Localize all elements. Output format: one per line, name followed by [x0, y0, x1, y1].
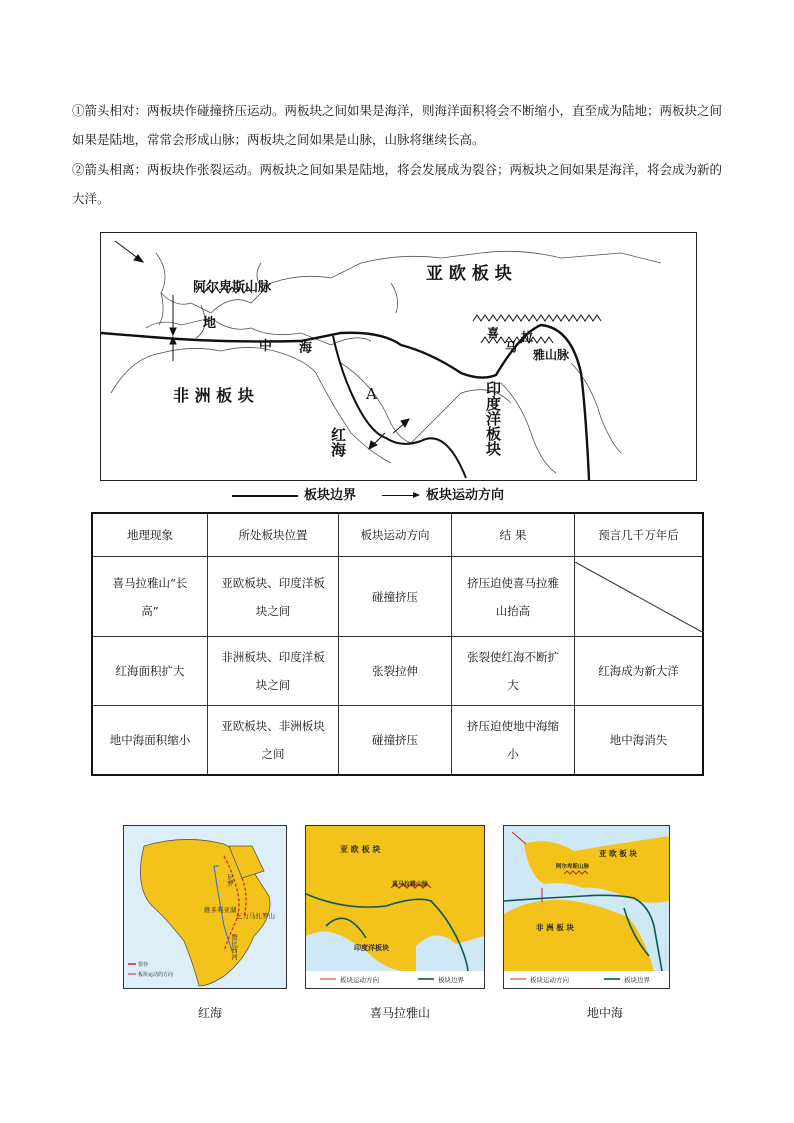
table-cell: 张裂拉伸 [339, 637, 452, 706]
legend-boundary-label: 板块边界 [304, 488, 357, 503]
label-himalaya-1: 喜 [487, 326, 500, 340]
table-cell-empty [575, 557, 704, 637]
label-mediterranean-3: 海 [299, 341, 313, 356]
figure-mediterranean [503, 825, 670, 989]
legend-boundary-2: 板块边界 [438, 976, 464, 984]
label-himalaya-4: 雅山脉 [533, 348, 570, 362]
table-row [92, 637, 703, 706]
header-cell: 结 果 [452, 513, 575, 557]
label-eurasia-3: 亚 欧 板 块 [599, 849, 637, 858]
label-indian-2: 印度洋板块 [354, 944, 389, 952]
figure-red-sea-map [124, 826, 286, 988]
table-cell: 碰撞挤压 [339, 706, 452, 775]
plate-map-drawing [101, 233, 696, 480]
label-himalaya-2: 喜马拉雅山脉 [392, 881, 429, 888]
plate-map [100, 232, 697, 481]
caption-himalaya: 喜马拉雅山 [369, 1006, 430, 1020]
label-eurasia: 亚 欧 板 块 [426, 264, 512, 284]
header-cell: 板块运动方向 [339, 513, 452, 557]
table-cell: 亚欧板块、非洲板块之间 [208, 706, 339, 775]
legend-direction-2: 板块运动方向 [340, 976, 379, 984]
table-cell: 亚欧板块、印度洋板块之间 [208, 557, 339, 637]
table-cell: 喜马拉雅山“长高” [92, 557, 208, 637]
label-mediterranean-2: 中 [259, 339, 273, 354]
legend-boundary-3: 板块边界 [624, 976, 650, 984]
table-cell: 挤压迫使喜马拉雅山抬高 [452, 557, 575, 637]
label-point-a: A [366, 385, 377, 403]
label-himalaya-3: 拉 [521, 330, 534, 344]
caption-red-sea: 红海 [197, 1006, 222, 1020]
figure-mediterranean-map [504, 826, 669, 988]
red-sea-boundary [333, 336, 466, 478]
figure-himalaya [305, 825, 485, 989]
direction-arrow-icon [382, 495, 418, 496]
label-red-sea: 红海 [329, 427, 347, 457]
comparison-table [91, 512, 704, 776]
table-header-row [92, 513, 703, 557]
label-kilimanjaro: 乞力马扎罗山 [236, 912, 275, 920]
figure-red-sea [123, 825, 287, 989]
table-cell: 张裂使红海不断扩大 [452, 637, 575, 706]
paragraph-diverging: ②箭头相离：两板块作张裂运动。两板块之间如果是陆地，将会发展成为裂谷；两板块之间如果是海洋，将会成为新的大洋。 [72, 162, 723, 206]
legend-direction-label: 板块运动方向 [426, 488, 505, 503]
legend-direction-3: 板块运动方向 [530, 976, 569, 984]
legend-rift: 裂谷 [138, 962, 149, 968]
mountain-symbols [196, 287, 601, 343]
table-cell: 红海成为新大洋 [575, 637, 704, 706]
paragraph-converging: ①箭头相对：两板块作碰撞挤压运动。两板块之间如果是海洋，则海洋面积将会不断缩小，直至成为陆地；两板块之间如果是陆地，常常会形成山脉；两板块之间如果是山脉，山脉将继续长高。 [72, 103, 723, 147]
diagonal-line [575, 562, 702, 632]
table-cell: 挤压迫使地中海缩小 [452, 706, 575, 775]
header-cell: 所处板块位置 [208, 513, 339, 557]
label-himalaya-2: 马 [505, 340, 518, 354]
table-cell: 非洲板块、印度洋板块之间 [208, 637, 339, 706]
header-cell: 预言几千万年后 [575, 513, 704, 557]
table-cell: 红海面积扩大 [92, 637, 208, 706]
label-zambezi: 赞比西河 [230, 934, 238, 960]
caption-mediterranean: 地中海 [586, 1006, 623, 1020]
map-legend [232, 484, 504, 503]
label-alps: 阿尔卑斯山脉 [193, 280, 272, 295]
table-row [92, 706, 703, 775]
legend-direction: 板块运动的方向 [138, 972, 174, 978]
label-africa: 非 洲 板 块 [173, 386, 254, 405]
label-victoria: 维多利亚湖 [204, 906, 237, 914]
table-cell: 地中海消失 [575, 706, 704, 775]
label-indian-plate: 印度洋板块 [484, 381, 502, 456]
label-alps-3: 阿尔卑斯山脉 [556, 864, 590, 870]
boundary-line-symbol [232, 495, 298, 497]
label-mediterranean-1: 地 [203, 316, 217, 331]
header-cell: 地理现象 [92, 513, 208, 557]
label-eurasia-2: 亚 欧 板 块 [340, 845, 381, 854]
table-row [92, 557, 703, 637]
figure-himalaya-map [306, 826, 484, 988]
label-africa-3: 非 洲 板 块 [536, 923, 574, 932]
label-nile: 尼罗 [226, 874, 234, 887]
table-cell: 碰撞挤压 [339, 557, 452, 637]
table-cell: 地中海面积缩小 [92, 706, 208, 775]
